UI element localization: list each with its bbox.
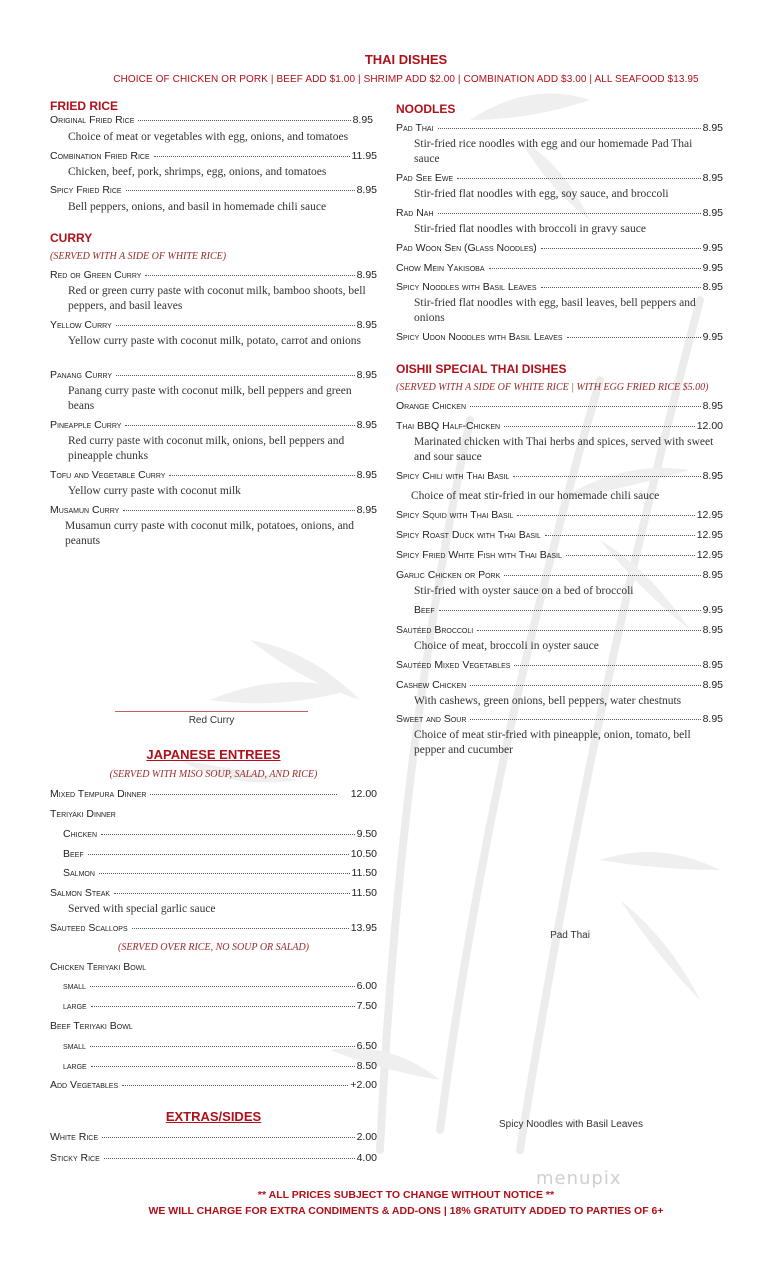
- item-desc: Red or green curry paste with coconut milk, bamboo shoots, bell peppers, and basil leaves: [68, 285, 366, 312]
- menu-heading-chicken-bowl: [50, 961, 377, 975]
- item-desc: Stir-fried with oyster sauce on a bed of broccoli: [414, 585, 634, 597]
- item-desc: Yellow curry paste with coconut milk, potato, carrot and onions: [68, 335, 361, 347]
- item-price: 9.95: [702, 242, 723, 254]
- item-name: large: [63, 1000, 87, 1012]
- menu-item-beef-bowl-small: [63, 1040, 377, 1054]
- item-price: 8.50: [356, 1060, 377, 1072]
- item-name: Spicy Fried White Fish with Thai Basil: [396, 549, 562, 561]
- page-title: THAI DISHES: [364, 52, 448, 67]
- item-desc: Choice of meat stir-fried in our homemade chili sauce: [411, 490, 660, 502]
- caption-pad-thai: Pad Thai: [550, 930, 590, 941]
- item-desc: Panang curry paste with coconut milk, bell peppers and green beans: [68, 385, 352, 412]
- item-desc: Musamun curry paste with coconut milk, potatoes, onions, and peanuts: [65, 520, 355, 547]
- menu-item-pad-see-ewe: [396, 172, 723, 186]
- menu-item-teriyaki-salmon: [63, 867, 377, 881]
- item-name: Musamun Curry: [50, 504, 120, 516]
- item-desc: Choice of meat or vegetables with egg, onions, and tomatoes: [68, 131, 349, 143]
- menu-item-teriyaki-beef: [63, 848, 377, 862]
- menu-item-spicy-udon: [396, 331, 723, 345]
- item-name: Sweet and Sour: [396, 713, 467, 725]
- watermark-logo: menupix: [536, 1168, 622, 1189]
- item-price: 9.95: [702, 604, 723, 616]
- item-price: +2.00: [350, 1079, 377, 1091]
- section-title-extras: EXTRAS/SIDES: [165, 1109, 262, 1124]
- section-note-bowls: (SERVED OVER RICE, NO SOUP OR SALAD): [118, 942, 309, 953]
- menu-item-sauteed-broccoli: [396, 624, 723, 638]
- item-price: 8.95: [356, 419, 377, 431]
- item-name: Pineapple Curry: [50, 419, 122, 431]
- menu-item-teriyaki-chicken: [63, 828, 377, 842]
- menu-item-pineapple-curry: [50, 419, 377, 433]
- item-price: 8.95: [356, 269, 377, 281]
- item-price: 12.95: [696, 549, 723, 561]
- menu-item-spicy-fried-rice: [50, 184, 377, 198]
- item-desc: Stir-fried rice noodles with egg and our homemade Pad Thai sauce: [414, 138, 693, 165]
- item-desc: Chicken, beef, pork, shrimps, egg, onions, and tomatoes: [68, 166, 327, 178]
- item-name: Beef Teriyaki Bowl: [50, 1020, 133, 1032]
- item-name: Salmon: [63, 867, 95, 879]
- item-price: 6.50: [356, 1040, 377, 1052]
- item-name: Garlic Chicken or Pork: [396, 569, 501, 581]
- menu-heading-teriyaki-dinner: [50, 808, 377, 822]
- item-name: Pad Thai: [396, 122, 434, 134]
- menu-item-chicken-bowl-small: [63, 980, 377, 994]
- menu-item-mixed-tempura: [50, 788, 377, 802]
- section-title-fried-rice: FRIED RICE: [50, 99, 119, 113]
- menu-item-spicy-noodles-basil: [396, 281, 723, 295]
- item-name: small: [63, 1040, 86, 1052]
- item-name: Thai BBQ Half-Chicken: [396, 420, 501, 432]
- footer-notice: ** ALL PRICES SUBJECT TO CHANGE WITHOUT NOTICE **: [257, 1189, 555, 1201]
- item-name: Sautéed Mixed Vegetables: [396, 659, 511, 671]
- menu-item-spicy-squid: [396, 509, 723, 523]
- item-name: Yellow Curry: [50, 319, 112, 331]
- item-name: Spicy Udon Noodles with Basil Leaves: [396, 331, 563, 343]
- menu-item-sweet-and-sour: [396, 713, 723, 727]
- item-name: Mixed Tempura Dinner: [50, 788, 147, 800]
- item-desc: Stir-fried flat noodles with broccoli in gravy sauce: [414, 223, 646, 235]
- item-price: 12.95: [696, 529, 723, 541]
- menu-item-cashew-chicken: [396, 679, 723, 693]
- menu-item-red-green-curry: [50, 269, 377, 283]
- item-price: 11.50: [351, 887, 377, 899]
- menu-item-chow-mein: [396, 262, 723, 276]
- section-note-japanese: (SERVED WITH MISO SOUP, SALAD, AND RICE): [109, 769, 318, 780]
- menu-item-tofu-vegetable-curry: [50, 469, 377, 483]
- item-price: 10.50: [350, 848, 377, 860]
- item-price: 6.00: [356, 980, 377, 992]
- item-desc: Yellow curry paste with coconut milk: [68, 485, 241, 497]
- menu-item-spicy-roast-duck: [396, 529, 723, 543]
- menu-item-orange-chicken: [396, 400, 723, 414]
- section-title-noodles: NOODLES: [396, 102, 456, 116]
- item-name: large: [63, 1060, 87, 1072]
- item-name: Tofu and Vegetable Curry: [50, 469, 166, 481]
- item-desc: Choice of meat, broccoli in oyster sauce: [414, 640, 599, 652]
- item-desc: Bell peppers, onions, and basil in homemade chili sauce: [68, 201, 327, 213]
- item-price: 8.95: [356, 184, 377, 196]
- caption-spicy-noodles: Spicy Noodles with Basil Leaves: [499, 1119, 643, 1130]
- menu-item-panang-curry: [50, 369, 377, 383]
- item-desc: With cashews, green onions, bell peppers, water chestnuts: [414, 695, 682, 707]
- footer-charges: WE WILL CHARGE FOR EXTRA CONDIMENTS & ADD-ONS | 18% GRATUITY ADDED TO PARTIES OF 6+: [148, 1205, 664, 1217]
- menu-item-pad-woon-sen: [396, 242, 723, 256]
- menu-item-salmon-steak: [50, 887, 377, 901]
- item-price: 9.95: [702, 331, 723, 343]
- item-name: small: [63, 980, 86, 992]
- item-name: Beef: [63, 848, 84, 860]
- item-name: Add Vegetables: [50, 1079, 119, 1091]
- item-price: 8.95: [702, 281, 723, 293]
- item-desc: Stir-fried flat noodles with egg, basil leaves, bell peppers and onions: [414, 297, 696, 324]
- item-price: 8.95: [702, 172, 723, 184]
- item-price: 8.95: [356, 504, 377, 516]
- menu-item-spicy-chili-basil: [396, 470, 723, 484]
- item-price: 8.95: [702, 659, 723, 671]
- item-name: Teriyaki Dinner: [50, 808, 116, 820]
- menu-item-bbq-half-chicken: [396, 420, 723, 434]
- item-name: Rad Nah: [396, 207, 434, 219]
- item-price: 11.50: [351, 867, 377, 879]
- page-subtitle: CHOICE OF CHICKEN OR PORK | BEEF ADD $1.00 | SHRIMP ADD $2.00 | COMBINATION ADD $3.00 | ALL SEAFOOD $13.95: [113, 74, 699, 85]
- menu-item-sticky-rice: [50, 1152, 377, 1166]
- item-price: 4.00: [356, 1152, 377, 1164]
- menu-item-pad-thai: [396, 122, 723, 136]
- item-name: Red or Green Curry: [50, 269, 142, 281]
- item-price: 12.00: [350, 788, 377, 800]
- caption-red-curry: Red Curry: [188, 715, 235, 726]
- item-name: Chicken Teriyaki Bowl: [50, 961, 147, 973]
- menu-item-garlic-chicken-pork: [396, 569, 723, 583]
- section-title-oishii: OISHII SPECIAL THAI DISHES: [396, 362, 567, 376]
- section-note-oishii: (SERVED WITH A SIDE OF WHITE RICE | WITH EGG FRIED RICE $5.00): [396, 382, 709, 393]
- item-name: Spicy Chili with Thai Basil: [396, 470, 510, 482]
- section-note-curry: (SERVED WITH A SIDE OF WHITE RICE): [50, 251, 227, 262]
- menu-item-musamun-curry: [50, 504, 377, 518]
- menu-item-white-rice: [50, 1131, 377, 1145]
- item-price: 12.95: [696, 509, 723, 521]
- item-name: White Rice: [50, 1131, 99, 1143]
- menu-item-sauteed-scallops: [50, 922, 377, 936]
- caption-rule: [115, 711, 308, 712]
- item-desc: Served with special garlic sauce: [68, 903, 216, 915]
- section-title-curry: CURRY: [50, 231, 93, 245]
- item-price: 8.95: [352, 114, 373, 126]
- item-price: 8.95: [702, 122, 723, 134]
- item-desc: Stir-fried flat noodles with egg, soy sauce, and broccoli: [414, 188, 669, 200]
- item-price: 8.95: [702, 624, 723, 636]
- item-price: 8.95: [702, 207, 723, 219]
- menu-item-beef-bowl-large: [63, 1060, 377, 1074]
- item-price: 8.95: [702, 569, 723, 581]
- menu-item-original-fried-rice: [50, 114, 373, 128]
- item-price: 8.95: [702, 400, 723, 412]
- menu-item-combination-fried-rice: [50, 150, 377, 164]
- item-price: 8.95: [702, 713, 723, 725]
- item-desc: Marinated chicken with Thai herbs and spices, served with sweet and sour sauce: [414, 436, 714, 463]
- item-price: 13.95: [350, 922, 377, 934]
- item-desc: Red curry paste with coconut milk, onions, bell peppers and pineapple chunks: [68, 435, 345, 462]
- item-name: Spicy Fried Rice: [50, 184, 122, 196]
- section-title-japanese: JAPANESE ENTREES: [146, 747, 281, 762]
- item-name: Sticky Rice: [50, 1152, 100, 1164]
- item-price: 8.95: [702, 679, 723, 691]
- item-name: Panang Curry: [50, 369, 113, 381]
- item-name: Cashew Chicken: [396, 679, 467, 691]
- item-name: Sautéed Broccoli: [396, 624, 474, 636]
- item-name: Pad Woon Sen (Glass Noodles): [396, 242, 537, 254]
- item-price: 7.50: [356, 1000, 377, 1012]
- item-name: Salmon Steak: [50, 887, 111, 899]
- item-name: Combination Fried Rice: [50, 150, 150, 162]
- item-name: Spicy Noodles with Basil Leaves: [396, 281, 537, 293]
- item-name: Chow Mein Yakisoba: [396, 262, 485, 274]
- item-price: 11.95: [351, 150, 377, 162]
- item-desc: Choice of meat stir-fried with pineapple, onion, tomato, bell pepper and cucumber: [414, 729, 691, 756]
- item-price: 9.50: [356, 828, 377, 840]
- menu-item-yellow-curry: [50, 319, 377, 333]
- item-price: 9.95: [702, 262, 723, 274]
- item-name: Sauteed Scallops: [50, 922, 128, 934]
- item-name: Spicy Roast Duck with Thai Basil: [396, 529, 541, 541]
- menu-item-sauteed-mixed-veg: [396, 659, 723, 673]
- menu-item-rad-nah: [396, 207, 723, 221]
- item-price: 8.95: [356, 319, 377, 331]
- item-name: Spicy Squid with Thai Basil: [396, 509, 514, 521]
- item-name: Chicken: [63, 828, 98, 840]
- menu-heading-beef-bowl: [50, 1020, 377, 1034]
- item-price: 2.00: [356, 1131, 377, 1143]
- item-name: Original Fried Rice: [50, 114, 135, 126]
- item-name: Orange Chicken: [396, 400, 467, 412]
- item-name: Pad See Ewe: [396, 172, 454, 184]
- menu-item-spicy-white-fish: [396, 549, 723, 563]
- item-price: 8.95: [356, 469, 377, 481]
- item-price: 8.95: [702, 470, 723, 482]
- menu-item-add-vegetables: [50, 1079, 377, 1093]
- menu-item-garlic-beef: [414, 604, 723, 618]
- menu-item-chicken-bowl-large: [63, 1000, 377, 1014]
- item-price: 8.95: [356, 369, 377, 381]
- item-price: 12.00: [696, 420, 723, 432]
- item-name: Beef: [414, 604, 435, 616]
